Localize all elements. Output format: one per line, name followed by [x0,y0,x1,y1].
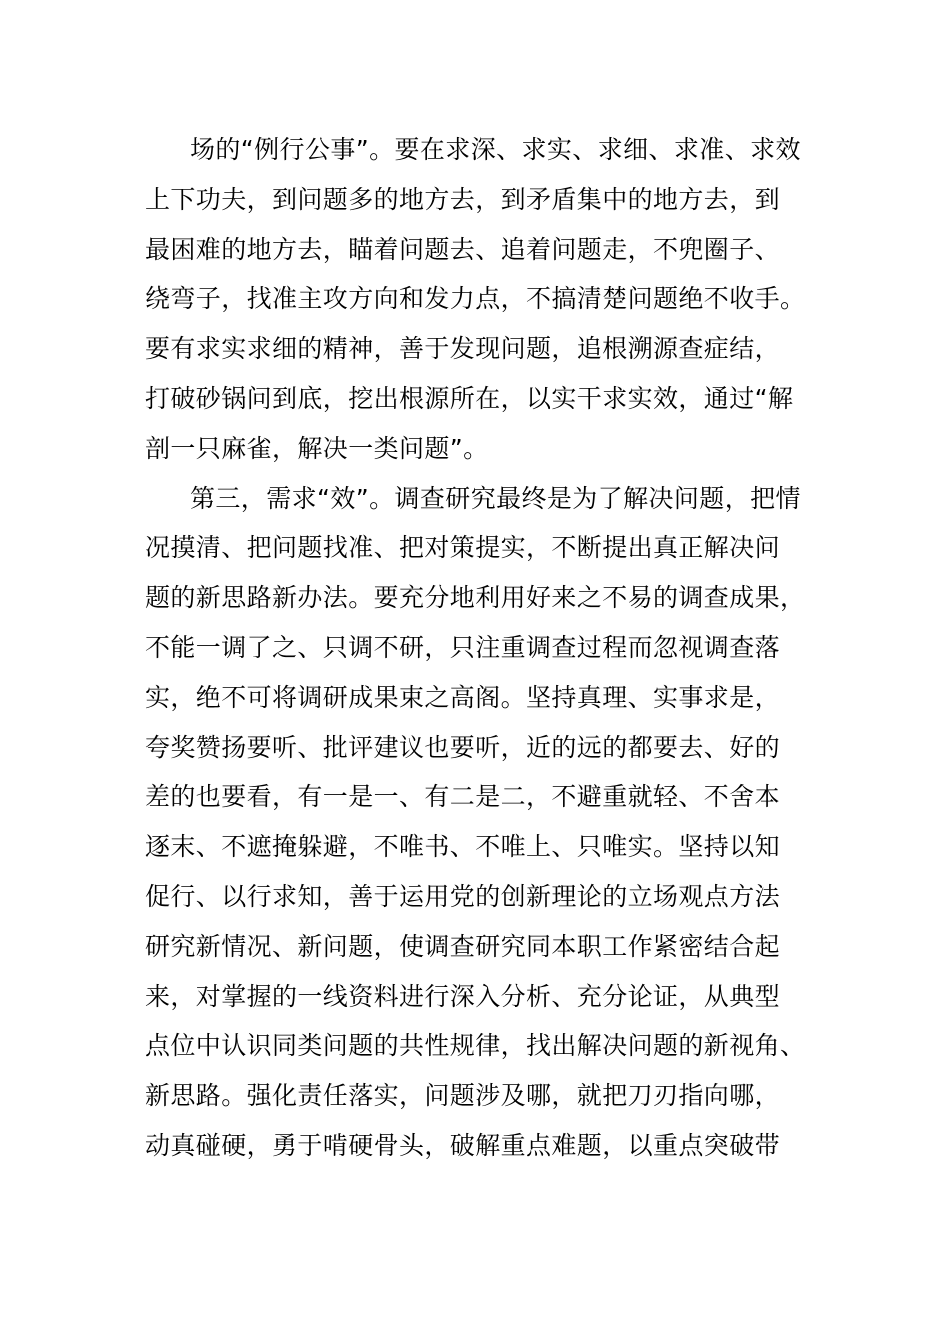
text-line: 第三，需求“效”。调查研究最终是为了解决问题，把情 [190,483,801,513]
text-line: 动真碰硬，勇于啃硬骨头，破解重点难题，以重点突破带 [145,1130,781,1160]
text-line: 夸奖赞扬要听、批评建议也要听，近的远的都要去、好的 [145,732,781,762]
document-page [145,125,815,1171]
text-line: 剖一只麻雀，解决一类问题”。 [145,433,489,463]
text-line: 实，绝不可将调研成果束之高阁。坚持真理、实事求是， [145,682,781,712]
text-line: 研究新情况、新问题，使调查研究同本职工作紧密结合起 [145,931,781,961]
text-line: 要有求实求细的精神，善于发现问题，追根溯源查症结， [145,334,781,364]
text-line: 况摸清、把问题找准、把对策提实，不断提出真正解决问 [145,533,781,563]
text-line: 绕弯子，找准主攻方向和发力点，不搞清楚问题绝不收手。 [145,284,806,314]
paragraph-1 [145,125,815,474]
text-line: 最困难的地方去，瞄着问题去、追着问题走，不兜圈子、 [145,234,781,264]
text-line: 上下功夫，到问题多的地方去，到矛盾集中的地方去，到 [145,184,781,214]
text-line: 来，对掌握的一线资料进行深入分析、充分论证，从典型 [145,981,781,1011]
text-line: 逐末、不遮掩躲避，不唯书、不唯上、只唯实。坚持以知 [145,832,781,862]
text-line: 新思路。强化责任落实，问题涉及哪，就把刀刃指向哪， [145,1081,781,1111]
text-line: 促行、以行求知，善于运用党的创新理论的立场观点方法 [145,881,781,911]
text-line: 差的也要看，有一是一、有二是二，不避重就轻、不舍本 [145,782,781,812]
text-line: 点位中认识同类问题的共性规律，找出解决问题的新视角、 [145,1031,806,1061]
text-line: 题的新思路新办法。要充分地利用好来之不易的调查成果， [145,583,806,613]
text-line: 不能一调了之、只调不研，只注重调查过程而忽视调查落 [145,632,781,662]
text-line: 场的“例行公事”。要在求深、求实、求细、求准、求效 [190,135,801,164]
paragraph-2 [145,474,815,1171]
text-line: 打破砂锅问到底，挖出根源所在，以实干求实效，通过“解 [145,383,794,413]
